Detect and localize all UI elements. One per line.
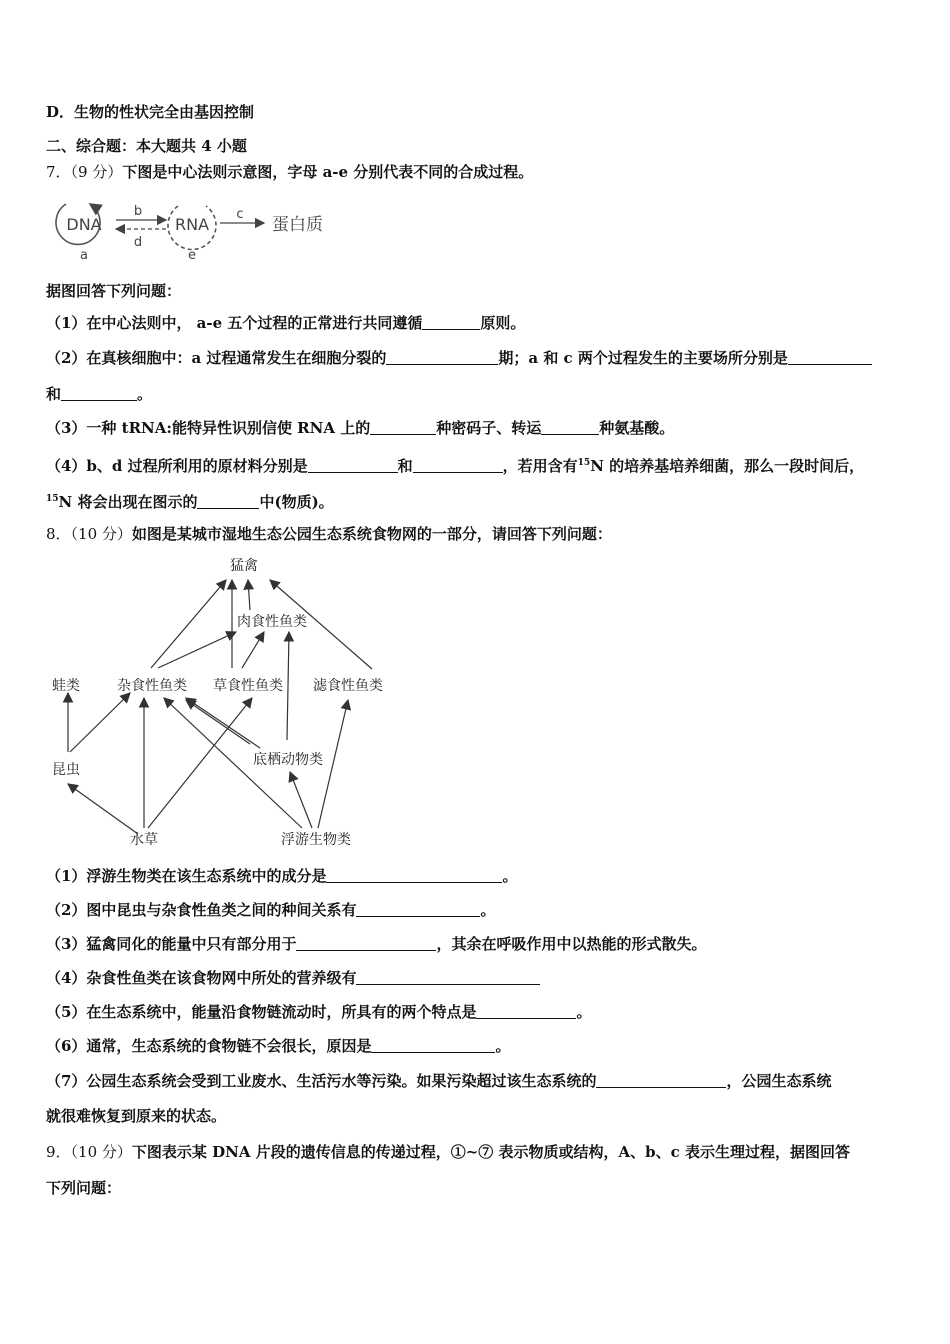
node-frog: 蛙类 [52,678,80,694]
blank[interactable] [308,457,398,473]
arrow-omni-carn [158,632,236,668]
blank[interactable] [596,1072,726,1088]
q7-stem [46,162,533,182]
q8-p2-end: 。 [480,901,496,919]
q7-stem-text: 下图是中心法则示意图，字母 a-e 分别代表不同的合成过程。 [122,163,534,181]
q8-p7-mid: ，公园生态系统 [726,1072,832,1090]
q7-p4-cont-text: N 将会出现在图示的 [58,493,198,511]
central-dogma-diagram [46,190,346,265]
q8-p2-text: （2）图中昆虫与杂食性鱼类之间的种间关系有 [46,901,357,919]
q7-part4-cont [46,489,334,512]
q8-p6-text: （6）通常，生态系统的食物链不会很长，原因是 [46,1037,372,1055]
superscript-15: 15 [577,458,591,468]
blank[interactable] [541,419,599,435]
q7-p4-text: （4）b、d 过程所利用的原材料分别是 [46,457,308,475]
q9-number: 9． [46,1143,71,1161]
q8-stem-text: 如图是某城市湿地生态公园生态系统食物网的一部分，请回答下列问题： [131,525,612,543]
q8-part2 [46,900,495,920]
blank[interactable] [61,385,137,401]
q9-score: （10 分） [70,1143,132,1161]
blank[interactable] [386,349,498,365]
blank[interactable] [370,419,436,435]
q8-p1-text: （1）浮游生物类在该生态系统中的成分是 [46,867,327,885]
q7-p1-tail: 原则。 [480,314,526,332]
q8-part7 [46,1071,831,1091]
label-e: e [188,248,196,263]
arrow-plant-herb [148,698,252,828]
q6-option-d: D．生物的性状完全由基因控制 [46,103,255,121]
q9-stem-text: 下图表示某 DNA 片段的遗传信息的传递过程，①~⑦ 表示物质或结构，A、b、c 表示生理过程，据图回答 [131,1143,850,1161]
q7-p3-mid: 种密码子、转运 [436,419,542,437]
q8-number: 8． [46,525,71,543]
q7-p2-and: 和 [46,385,62,403]
label-b: b [133,204,143,219]
blank[interactable] [476,1003,576,1019]
q8-p5-end: 。 [576,1003,592,1021]
label-a: a [80,248,88,263]
q9-stem-cont: 下列问题： [46,1179,122,1197]
q8-p3-text: （3）猛禽同化的能量中只有部分用于 [46,935,297,953]
blank[interactable] [422,314,480,330]
blank[interactable] [296,935,436,951]
q7-p2-mid: 期；a 和 c 两个过程发生的主要场所分别是 [498,349,788,367]
arrow-insect-omni [70,693,130,752]
node-water-plant: 水草 [130,832,158,848]
node-omnivorous-fish: 杂食性鱼类 [117,678,187,694]
dna-label: DNA [66,215,102,234]
q8-part1 [46,866,517,886]
q7-p3-text: （3）一种 tRNA:能特异性识别信使 RNA 上的 [46,419,371,437]
blank[interactable] [413,457,503,473]
q7-p4-tail: N 的培养基培养细菌，那么一段时间后， [590,457,865,475]
label-c: c [236,207,244,222]
food-web-diagram [46,552,396,852]
q7-p4-and: 和 [397,457,413,475]
q7-lead: 据图回答下列问题： [46,282,182,300]
q7-part4 [46,453,864,476]
blank[interactable] [326,867,502,883]
q7-part2-cont [46,384,152,404]
blank[interactable] [788,349,872,365]
protein-label: 蛋白质 [272,215,323,235]
arrow-carn-raptor [248,580,250,610]
q8-p7-text: （7）公园生态系统会受到工业废水、生活污水等污染。如果污染超过该生态系统的 [46,1072,597,1090]
arrow-benthic-herb [186,700,250,744]
arrow-omni-raptor [151,580,226,668]
blank[interactable] [356,969,540,985]
q9-stem [46,1142,850,1162]
node-raptor: 猛禽 [230,558,258,574]
arrow-benthic-carn [287,632,289,740]
q7-p1-text: （1）在中心法则中， a-e 五个过程的正常进行共同遵循 [46,314,423,332]
q7-p4-end: 中(物质)。 [259,493,334,511]
q7-part3 [46,418,674,438]
q7-score: （9 分） [70,163,123,181]
q8-part7-cont: 就很难恢复到原来的状态。 [46,1107,227,1125]
q7-p2-end: 。 [137,385,153,403]
blank[interactable] [371,1037,495,1053]
q8-stem [46,524,612,544]
q8-p6-end: 。 [495,1037,511,1055]
q8-part4 [46,968,540,988]
q8-score: （10 分） [70,525,132,543]
q8-part5 [46,1002,591,1022]
q7-p4-mid: ，若用含有 [502,457,578,475]
arrow-benthic-omni [186,698,260,748]
node-benthic: 底栖动物类 [253,752,323,768]
arrow-plant-insect [68,784,138,834]
q8-part3 [46,934,706,954]
node-carnivorous-fish: 肉食性鱼类 [237,614,307,630]
blank[interactable] [356,901,480,917]
q7-part1 [46,313,525,333]
q8-part6 [46,1036,510,1056]
node-insect: 昆虫 [52,762,80,778]
node-plankton: 浮游生物类 [281,832,351,848]
q8-p3-end: ，其余在呼吸作用中以热能的形式散失。 [436,935,707,953]
arrow-herb-carn [242,632,264,668]
rna-label: RNA [174,215,210,234]
q7-part2 [46,348,872,368]
superscript-15: 15 [46,494,59,504]
node-filter-fish: 滤食性鱼类 [313,678,383,694]
q7-p3-end: 种氨基酸。 [599,419,675,437]
q8-p1-end: 。 [502,867,518,885]
q8-p5-text: （5）在生态系统中，能量沿食物链流动时，所具有的两个特点是 [46,1003,477,1021]
label-d: d [133,235,143,250]
section-title: 二、综合题：本大题共 4 小题 [46,137,247,155]
blank[interactable] [197,493,259,509]
q7-p2-text: （2）在真核细胞中：a 过程通常发生在细胞分裂的 [46,349,387,367]
q8-p4-text: （4）杂食性鱼类在该食物网中所处的营养级有 [46,969,357,987]
q7-number: 7． [46,163,71,181]
node-herbivorous-fish: 草食性鱼类 [213,678,283,694]
